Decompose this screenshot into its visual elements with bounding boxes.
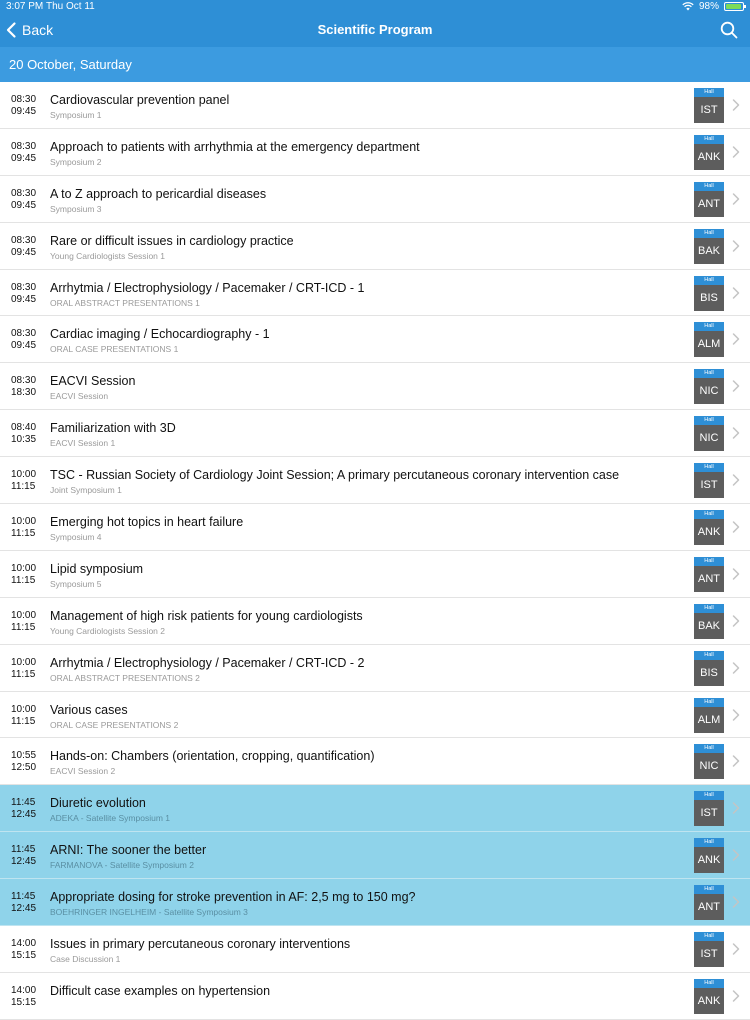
session-title: TSC - Russian Society of Cardiology Joint Session; A primary percutaneous coronary intervention case xyxy=(50,468,620,483)
chevron-right-icon xyxy=(732,943,740,955)
session-subtitle: Symposium 3 xyxy=(50,203,102,214)
session-row[interactable] xyxy=(0,926,750,973)
hall-code: ANK xyxy=(694,847,724,873)
session-title: Management of high risk patients for young cardiologists xyxy=(50,608,363,623)
session-end-time: 12:45 xyxy=(11,809,37,821)
session-start-time: 08:30 xyxy=(11,94,37,105)
hall-code: BIS xyxy=(694,660,724,686)
session-row[interactable] xyxy=(0,363,750,410)
chevron-right-icon xyxy=(732,849,740,861)
chevron-right-icon xyxy=(732,896,740,908)
date-section-header: 20 October, Saturday xyxy=(0,47,750,82)
session-subtitle: ORAL ABSTRACT PRESENTATIONS 2 xyxy=(50,672,200,683)
session-list xyxy=(0,82,750,1020)
hall-badge xyxy=(694,791,724,826)
session-row[interactable] xyxy=(0,598,750,645)
session-title: Emerging hot topics in heart failure xyxy=(50,515,244,530)
session-start-time: 10:55 xyxy=(11,750,37,762)
session-title: Arrhytmia / Electrophysiology / Pacemaker / CRT-ICD - 1 xyxy=(50,280,365,295)
session-row[interactable] xyxy=(0,785,750,832)
session-title: Familiarization with 3D xyxy=(50,421,176,436)
session-end-time: 11:15 xyxy=(11,481,36,493)
chevron-right-icon xyxy=(732,146,740,158)
hall-badge xyxy=(694,604,724,639)
hall-badge-label: Hall xyxy=(694,604,724,613)
session-start-time: 08:30 xyxy=(11,234,37,246)
hall-badge-label: Hall xyxy=(694,88,724,97)
session-end-time: 09:45 xyxy=(11,246,37,258)
hall-badge-label: Hall xyxy=(694,416,724,425)
session-title: Rare or difficult issues in cardiology practice xyxy=(50,233,294,248)
hall-badge-label: Hall xyxy=(694,229,724,238)
session-times xyxy=(11,516,36,540)
session-times xyxy=(11,282,36,306)
session-title: Approach to patients with arrhythmia at the emergency department xyxy=(50,139,420,154)
session-subtitle: FARMANOVA - Satellite Symposium 2 xyxy=(50,860,194,871)
session-row[interactable] xyxy=(0,457,750,504)
session-subtitle: ORAL ABSTRACT PRESENTATIONS 1 xyxy=(50,297,200,308)
session-times xyxy=(11,797,36,821)
hall-badge-label: Hall xyxy=(694,932,724,941)
session-row[interactable] xyxy=(0,316,750,363)
chevron-right-icon xyxy=(732,521,740,533)
battery-icon xyxy=(724,2,744,11)
wifi-icon xyxy=(682,2,694,11)
session-end-time: 10:35 xyxy=(11,434,37,446)
session-end-time: 09:45 xyxy=(11,340,37,352)
hall-code: ANK xyxy=(694,988,724,1014)
session-subtitle: ADEKA - Satellite Symposium 1 xyxy=(50,813,170,824)
hall-badge-label: Hall xyxy=(694,182,724,191)
hall-badge xyxy=(694,463,724,498)
session-title: A to Z approach to pericardial diseases xyxy=(50,186,267,201)
hall-code: BAK xyxy=(694,238,724,264)
status-bar xyxy=(0,0,750,14)
session-subtitle: BOEHRINGER INGELHEIM - Satellite Symposium 3 xyxy=(50,907,248,918)
session-times xyxy=(11,610,36,634)
session-title: Difficult case examples on hypertension xyxy=(50,983,271,998)
session-start-time: 11:45 xyxy=(11,891,36,903)
back-label: Back xyxy=(22,22,54,38)
session-end-time: 11:15 xyxy=(11,574,36,586)
session-row[interactable] xyxy=(0,832,750,879)
session-times xyxy=(11,94,36,118)
hall-badge xyxy=(694,698,724,733)
session-subtitle: Symposium 5 xyxy=(50,578,102,589)
session-title: Hands-on: Chambers (orientation, cropping, quantification) xyxy=(50,749,375,764)
session-start-time: 10:00 xyxy=(11,656,37,668)
session-end-time: 11:15 xyxy=(11,715,36,727)
hall-badge-label: Hall xyxy=(694,979,724,988)
session-title: Diuretic evolution xyxy=(50,796,146,811)
session-subtitle: Symposium 2 xyxy=(50,156,102,167)
session-times xyxy=(11,188,36,212)
session-start-time: 08:30 xyxy=(11,375,37,387)
session-row[interactable] xyxy=(0,973,750,1020)
session-title: ARNI: The sooner the better xyxy=(50,843,207,858)
hall-code: ANK xyxy=(694,144,724,170)
hall-badge xyxy=(694,651,724,686)
session-end-time: 11:15 xyxy=(11,528,36,540)
session-times xyxy=(11,938,36,962)
hall-code: ANK xyxy=(694,519,724,545)
session-times xyxy=(11,657,36,681)
hall-badge-label: Hall xyxy=(694,369,724,378)
session-end-time: 12:45 xyxy=(11,903,37,915)
session-row[interactable] xyxy=(0,692,750,739)
hall-badge xyxy=(694,369,724,404)
session-start-time: 11:45 xyxy=(11,797,36,809)
hall-badge-label: Hall xyxy=(694,838,724,847)
session-title: EACVI Session xyxy=(50,374,136,389)
hall-badge-label: Hall xyxy=(694,698,724,707)
session-title: Arrhytmia / Electrophysiology / Pacemaker / CRT-ICD - 2 xyxy=(50,655,365,670)
session-subtitle: Symposium 1 xyxy=(50,110,102,120)
session-subtitle: EACVI Session 1 xyxy=(50,438,116,449)
session-row[interactable] xyxy=(0,738,750,785)
hall-badge xyxy=(694,88,724,123)
session-title: Lipid symposium xyxy=(50,561,144,576)
session-subtitle: ORAL CASE PRESENTATIONS 1 xyxy=(50,344,179,355)
chevron-right-icon xyxy=(732,427,740,439)
chevron-right-icon xyxy=(732,193,740,205)
session-subtitle: Young Cardiologists Session 1 xyxy=(50,250,165,261)
hall-badge-label: Hall xyxy=(694,651,724,660)
hall-code: NIC xyxy=(694,378,724,404)
chevron-right-icon xyxy=(732,568,740,580)
session-row[interactable] xyxy=(0,176,750,223)
hall-badge-label: Hall xyxy=(694,135,724,144)
session-row[interactable] xyxy=(0,879,750,926)
chevron-right-icon xyxy=(732,802,740,814)
session-start-time: 10:00 xyxy=(11,703,37,715)
hall-badge xyxy=(694,979,724,1014)
hall-badge-label: Hall xyxy=(694,463,724,472)
session-start-time: 10:00 xyxy=(11,516,37,528)
navigation-bar xyxy=(0,14,750,46)
session-end-time: 12:50 xyxy=(11,762,37,774)
session-start-time: 14:00 xyxy=(11,984,37,996)
session-row[interactable] xyxy=(0,410,750,457)
hall-badge-label: Hall xyxy=(694,885,724,894)
hall-badge-label: Hall xyxy=(694,510,724,519)
hall-badge xyxy=(694,557,724,592)
hall-badge xyxy=(694,744,724,779)
hall-badge xyxy=(694,276,724,311)
hall-code: NIC xyxy=(694,753,724,779)
hall-badge xyxy=(694,510,724,545)
session-start-time: 10:00 xyxy=(11,469,37,481)
session-times xyxy=(11,328,36,352)
session-subtitle: Case Discussion 1 xyxy=(50,954,121,965)
session-title: Various cases xyxy=(50,702,128,717)
session-row[interactable] xyxy=(0,504,750,551)
session-end-time: 11:15 xyxy=(11,621,36,633)
hall-code: IST xyxy=(694,800,724,826)
chevron-right-icon xyxy=(732,990,740,1002)
session-subtitle: Young Cardiologists Session 2 xyxy=(50,625,165,636)
session-title: Cardiovascular prevention panel xyxy=(50,93,230,107)
session-title: Appropriate dosing for stroke prevention in AF: 2,5 mg to 150 mg? xyxy=(50,890,416,905)
session-times xyxy=(11,141,36,165)
chevron-right-icon xyxy=(732,474,740,486)
session-subtitle: EACVI Session xyxy=(50,391,109,402)
session-subtitle: ORAL CASE PRESENTATIONS 2 xyxy=(50,719,179,730)
session-times xyxy=(11,891,36,915)
session-times xyxy=(11,750,36,774)
hall-badge-label: Hall xyxy=(694,744,724,753)
hall-code: ANT xyxy=(694,894,724,920)
hall-badge-label: Hall xyxy=(694,557,724,566)
session-row[interactable] xyxy=(0,129,750,176)
session-start-time: 10:00 xyxy=(11,609,37,621)
hall-badge xyxy=(694,229,724,264)
hall-code: ALM xyxy=(694,707,724,733)
chevron-right-icon xyxy=(732,99,740,111)
hall-badge-label: Hall xyxy=(694,276,724,285)
session-subtitle: Symposium 4 xyxy=(50,532,102,543)
hall-code: IST xyxy=(694,472,724,498)
session-end-time: 15:15 xyxy=(11,996,37,1008)
chevron-right-icon xyxy=(732,287,740,299)
hall-code: BAK xyxy=(694,613,724,639)
session-end-time: 12:45 xyxy=(11,856,37,868)
session-start-time: 08:30 xyxy=(11,281,37,293)
session-end-time: 09:45 xyxy=(11,199,37,211)
session-times xyxy=(11,704,36,728)
hall-badge xyxy=(694,838,724,873)
status-right xyxy=(682,1,744,12)
chevron-right-icon xyxy=(732,755,740,767)
session-row[interactable] xyxy=(0,551,750,598)
chevron-right-icon xyxy=(732,380,740,392)
session-start-time: 08:30 xyxy=(11,140,37,152)
session-row[interactable] xyxy=(0,645,750,692)
battery-percent: 98% xyxy=(698,1,719,12)
chevron-right-icon xyxy=(732,709,740,721)
session-end-time: 09:45 xyxy=(11,152,37,164)
hall-badge xyxy=(694,932,724,967)
hall-code: NIC xyxy=(694,425,724,451)
session-end-time: 11:15 xyxy=(11,668,36,680)
chevron-right-icon xyxy=(732,615,740,627)
hall-badge xyxy=(694,135,724,170)
session-end-time: 15:15 xyxy=(11,950,37,962)
hall-code: ANT xyxy=(694,566,724,592)
session-row[interactable] xyxy=(0,223,750,270)
hall-code: IST xyxy=(694,97,724,123)
session-times xyxy=(11,422,36,446)
session-start-time: 11:45 xyxy=(11,844,36,856)
session-subtitle: Joint Symposium 1 xyxy=(50,485,122,496)
session-title: Issues in primary percutaneous coronary interventions xyxy=(50,937,351,952)
session-subtitle: EACVI Session 2 xyxy=(50,766,116,777)
status-date: Thu Oct 11 xyxy=(46,1,95,12)
session-start-time: 08:40 xyxy=(11,422,37,434)
hall-badge xyxy=(694,322,724,357)
session-row[interactable] xyxy=(0,270,750,317)
session-end-time: 18:30 xyxy=(11,387,37,399)
session-title: Cardiac imaging / Echocardiography - 1 xyxy=(50,327,270,342)
hall-badge xyxy=(694,182,724,217)
top-bar xyxy=(0,0,750,82)
session-start-time: 14:00 xyxy=(11,938,37,950)
session-times xyxy=(11,844,36,868)
session-end-time: 09:45 xyxy=(11,106,37,117)
hall-badge xyxy=(694,416,724,451)
session-times xyxy=(11,985,36,1009)
hall-code: IST xyxy=(694,941,724,967)
session-times xyxy=(11,235,36,259)
hall-badge-label: Hall xyxy=(694,322,724,331)
page-title: Scientific Program xyxy=(317,22,433,37)
session-start-time: 08:30 xyxy=(11,187,37,199)
hall-badge xyxy=(694,885,724,920)
hall-code: ALM xyxy=(694,331,724,357)
chevron-right-icon xyxy=(732,662,740,674)
search-icon[interactable] xyxy=(720,21,738,39)
status-time: 3:07 PM xyxy=(6,1,44,12)
hall-badge-label: Hall xyxy=(694,791,724,800)
session-start-time: 08:30 xyxy=(11,328,37,340)
chevron-right-icon xyxy=(732,333,740,345)
session-times xyxy=(11,375,36,399)
session-row[interactable] xyxy=(0,82,750,129)
session-start-time: 10:00 xyxy=(11,562,37,574)
session-end-time: 09:45 xyxy=(11,293,37,305)
chevron-right-icon xyxy=(732,240,740,252)
session-times xyxy=(11,469,36,493)
session-times xyxy=(11,563,36,587)
hall-code: BIS xyxy=(694,285,724,311)
hall-code: ANT xyxy=(694,191,724,217)
